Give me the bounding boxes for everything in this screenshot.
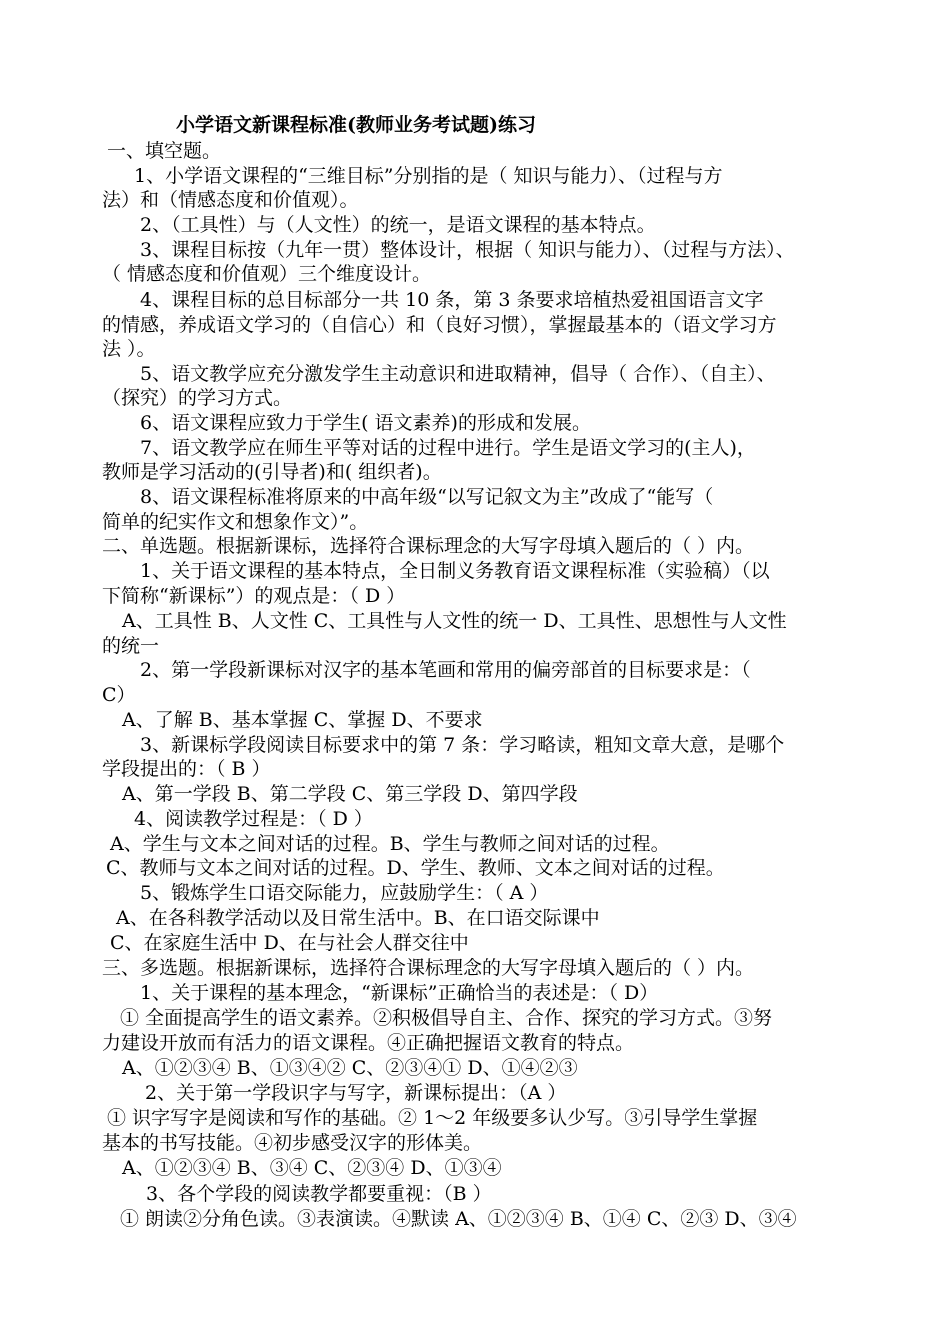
text-line: 法）和（情感态度和价值观）。 xyxy=(102,189,359,211)
text-line: C、教师与文本之间对话的过程。D、学生、教师、文本之间对话的过程。 xyxy=(106,857,725,879)
text-line: A、了解 B、基本掌握 C、掌握 D、不要求 xyxy=(122,709,483,731)
text-line: 3、各个学段的阅读教学都要重视：（B ） xyxy=(146,1183,492,1205)
text-line: 教师是学习活动的(引导者)和( 组织者)。 xyxy=(102,461,442,483)
text-line: A、①②③④ B、③④ C、②③④ D、①③④ xyxy=(122,1157,502,1179)
text-line: 2、（工具性）与（人文性）的统一，是语文课程的基本特点。 xyxy=(140,214,656,236)
text-line: ① 识字写字是阅读和写作的基础。② 1～2 年级要多认少写。③引导学生掌握 xyxy=(107,1107,758,1129)
text-line: 基本的书写技能。④初步感受汉字的形体美。 xyxy=(102,1132,483,1154)
text-line: A、在各科教学活动以及日常生活中。B、在口语交际课中 xyxy=(116,907,600,929)
text-line: 学段提出的：（ B ） xyxy=(102,758,271,780)
text-line: ① 朗读②分角色读。③表演读。④默读 A、①②③④ B、①④ C、②③ D、③④ xyxy=(120,1208,797,1230)
text-line: 1、小学语文课程的“三维目标”分别指的是（ 知识与能力）、（过程与方 xyxy=(134,165,723,187)
text-line: 1、关于课程的基本理念，“新课标”正确恰当的表述是：（ D） xyxy=(140,982,659,1004)
text-line: 3、课程目标按（九年一贯）整体设计，根据（ 知识与能力）、（过程与方法）、 xyxy=(140,239,795,261)
text-line: 4、课程目标的总目标部分一共 10 条，第 3 条要求培植热爱祖国语言文字 xyxy=(140,289,764,311)
text-line: 2、关于第一学段识字与写字，新课标提出：（A ） xyxy=(145,1082,567,1104)
text-line: （ 情感态度和价值观）三个维度设计。 xyxy=(102,263,432,285)
text-line: 力建设开放而有活力的语文课程。④正确把握语文教育的特点。 xyxy=(102,1032,635,1054)
text-line: 3、新课标学段阅读目标要求中的第 7 条：学习略读，粗知文章大意，是哪个 xyxy=(140,734,785,756)
text-line: 简单的纪实作文和想象作文）”。 xyxy=(102,511,369,533)
text-line: 7、语文教学应在师生平等对话的过程中进行。学生是语文学习的(主人)， xyxy=(140,437,756,459)
text-line: 8、语文课程标准将原来的中高年级“以写记叙文为主”改成了“能写（ xyxy=(140,486,714,508)
text-line: A、①②③④ B、①③④② C、②③④① D、①④②③ xyxy=(122,1057,578,1079)
section-heading-fill-blank: 一、填空题。 xyxy=(107,140,222,162)
text-line: C） xyxy=(102,684,136,706)
text-line: 5、语文教学应充分激发学生主动意识和进取精神，倡导（ 合作）、（自主）、 xyxy=(140,363,776,385)
text-line: 法 ）。 xyxy=(102,338,156,360)
text-line: 6、语文课程应致力于学生( 语文素养)的形成和发展。 xyxy=(140,412,591,434)
document-title: 小学语文新课程标准(教师业务考试题)练习 xyxy=(176,114,536,136)
text-line: 2、第一学段新课标对汉字的基本笔画和常用的偏旁部首的目标要求是：（ xyxy=(140,659,751,681)
text-line: 5、锻炼学生口语交际能力，应鼓励学生：（ A ） xyxy=(140,882,549,904)
section-heading-multiple-choice: 三、多选题。根据新课标，选择符合课标理念的大写字母填入题后的（ ）内。 xyxy=(102,957,755,979)
text-line: 1、关于语文课程的基本特点，全日制义务教育语文课程标准（实验稿）（以 xyxy=(140,560,770,582)
text-line: 下简称“新课标”）的观点是：（ D ） xyxy=(102,585,406,607)
text-line: A、第一学段 B、第二学段 C、第三学段 D、第四学段 xyxy=(122,783,578,805)
text-line: 4、阅读教学过程是：（ D ） xyxy=(134,808,373,830)
section-heading-single-choice: 二、单选题。根据新课标，选择符合课标理念的大写字母填入题后的（ ）内。 xyxy=(102,535,755,557)
text-line: （探究）的学习方式。 xyxy=(102,387,293,409)
text-line: C、在家庭生活中 D、在与社会人群交往中 xyxy=(110,932,469,954)
text-line: A、学生与文本之间对话的过程。B、学生与教师之间对话的过程。 xyxy=(110,833,670,855)
text-line: 的情感，养成语文学习的（自信心）和（良好习惯），掌握最基本的（语文学习方 xyxy=(102,314,777,336)
text-line: ① 全面提高学生的语文素养。②积极倡导自主、合作、探究的学习方式。③努 xyxy=(120,1007,773,1029)
text-line: A、工具性 B、人文性 C、工具性与人文性的统一 D、工具性、思想性与人文性 xyxy=(122,610,787,632)
text-line: 的统一 xyxy=(102,635,160,657)
